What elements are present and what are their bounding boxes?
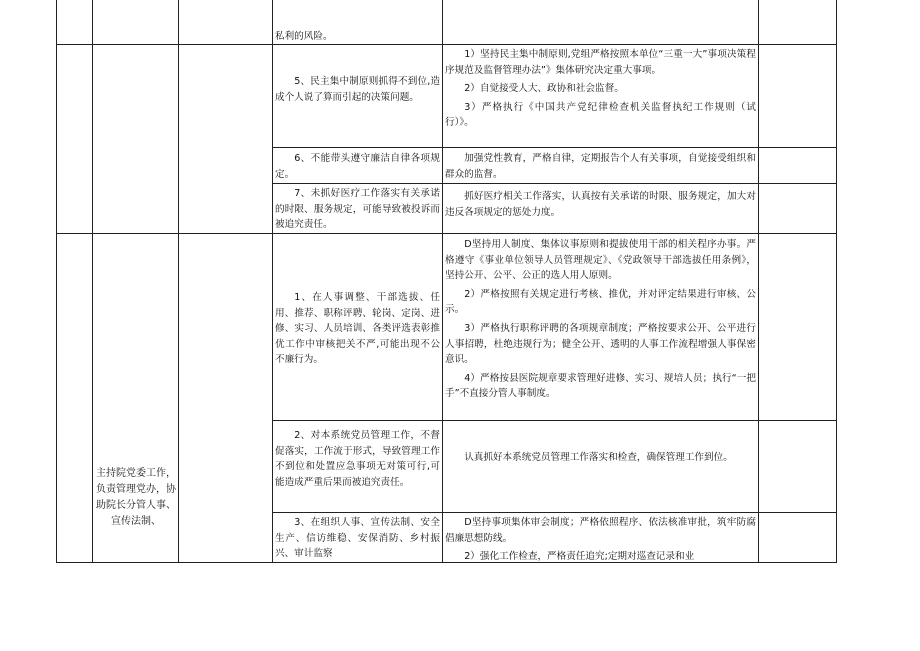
measure-item: 认真抓好本系统党员管理工作落实和检查，确保管理工作到位。 — [464, 452, 733, 463]
risk-text: 6、不能带头遵守廉洁自律各项规定。 — [275, 153, 440, 180]
row-line — [272, 512, 836, 513]
measure-cell-b2 — [445, 450, 756, 510]
risk-text: 1、在人事调整、干部选拔、任用、推荐、职称评聘、轮岗、定岗、进修、实习、人员培训、各类评选表彰推优工作中审核把关不严,可能出现不公不廉行为。 — [275, 292, 440, 366]
row-line — [56, 562, 836, 563]
col-line — [272, 0, 273, 563]
row-line — [56, 233, 836, 234]
risk-text: 7、未抓好医疗工作落实有关承诺的时限、服务规定，可能导致被投诉而被追究责任。 — [275, 188, 440, 231]
risk-cell-b1 — [275, 290, 440, 418]
measure-item: 4）严格按县医院规章要求管理好进修、实习、规培人员；执行“一把手”不直接分管人事制度。 — [445, 372, 756, 400]
risk-cell-5 — [275, 74, 440, 146]
measure-item: 3）严格执行《中国共产党纪律检查机关监督执纪工作规则（试行）》。 — [445, 101, 756, 129]
row-line — [56, 44, 836, 45]
col-line — [92, 0, 93, 563]
measure-cell-b1 — [445, 237, 756, 419]
risk-text: 私利的风险。 — [275, 31, 333, 42]
duty-cell — [95, 466, 177, 562]
measure-cell-5 — [445, 47, 756, 147]
col-line — [178, 0, 179, 563]
measure-item: D坚持用人制度、集体议事原则和提拔使用干部的相关程序办事。严格遵守《事业单位领导人员管理规定》、《党政领导干部选拔任用条例》，坚持公开、公平、公正的选人用人原则。 — [445, 239, 756, 282]
row-line — [272, 183, 836, 184]
risk-cell-7 — [275, 186, 440, 233]
risk-cell-b2 — [275, 428, 440, 512]
duty-text: 主持院党委工作，负责管理党办，协助院长分管人事、宣传法制、 — [96, 468, 176, 527]
risk-text: 2、对本系统党员管理工作，不督促落实，工作流于形式，导致管理工作不到位和处置应急事项无对策可行,可能造成严重后果而被追究责任。 — [275, 430, 440, 488]
risk-cell-b3 — [275, 515, 440, 562]
risk-text: 3、在组织人事、宣传法制、安全生产、信访维稳、安保消防、乡村振兴、审计监察 — [275, 517, 440, 560]
row-line — [272, 147, 836, 148]
measure-item: 2）严格按照有关规定进行考核、推优，并对评定结果进行审核、公示。 — [445, 288, 756, 316]
measure-item: 1）坚持民主集中制原则,党组严格按照本单位“三重一大”事项决策程序规范及监督管理办法”》集体研究决定重大事项。 — [445, 49, 756, 76]
measure-item: 2）自觉接受人大、政协和社会监督。 — [464, 83, 624, 95]
risk-cell-0 — [275, 29, 440, 44]
row-line — [272, 420, 836, 421]
measure-item: 加强党性教育，严格自律，定期报告个人有关事项，自觉接受组织和群众的监督。 — [445, 153, 756, 180]
measure-item: 3）严格执行职称评聘的各项规章制度；严格按要求公开、公平进行人事招聘，杜绝违规行为；健全公开、透明的人事工作流程增强人事保密意识。 — [445, 322, 756, 366]
col-line — [836, 0, 837, 563]
measure-cell-6 — [445, 151, 756, 183]
risk-cell-6 — [275, 151, 440, 183]
measure-cell-7 — [445, 189, 756, 233]
measure-item: 2）强化工作检查，严格责任追究;定期对巡查记录和业 — [464, 551, 695, 562]
col-line — [442, 0, 443, 563]
measure-item: D坚持事项集体审会制度；严格依照程序、依法核准审批，筑牢防腐倡廉思想防线。 — [445, 517, 756, 544]
risk-text: 5、民主集中制原则抓得不到位,造成个人说了算而引起的决策问题。 — [275, 76, 440, 103]
measure-item: 抓好医疗相关工作落实，认真按有关承诺的时限、服务规定，加大对违反各项规定的惩处力度。 — [445, 191, 756, 218]
col-line — [758, 0, 759, 563]
measure-cell-b3 — [445, 515, 756, 562]
col-line — [56, 0, 57, 563]
